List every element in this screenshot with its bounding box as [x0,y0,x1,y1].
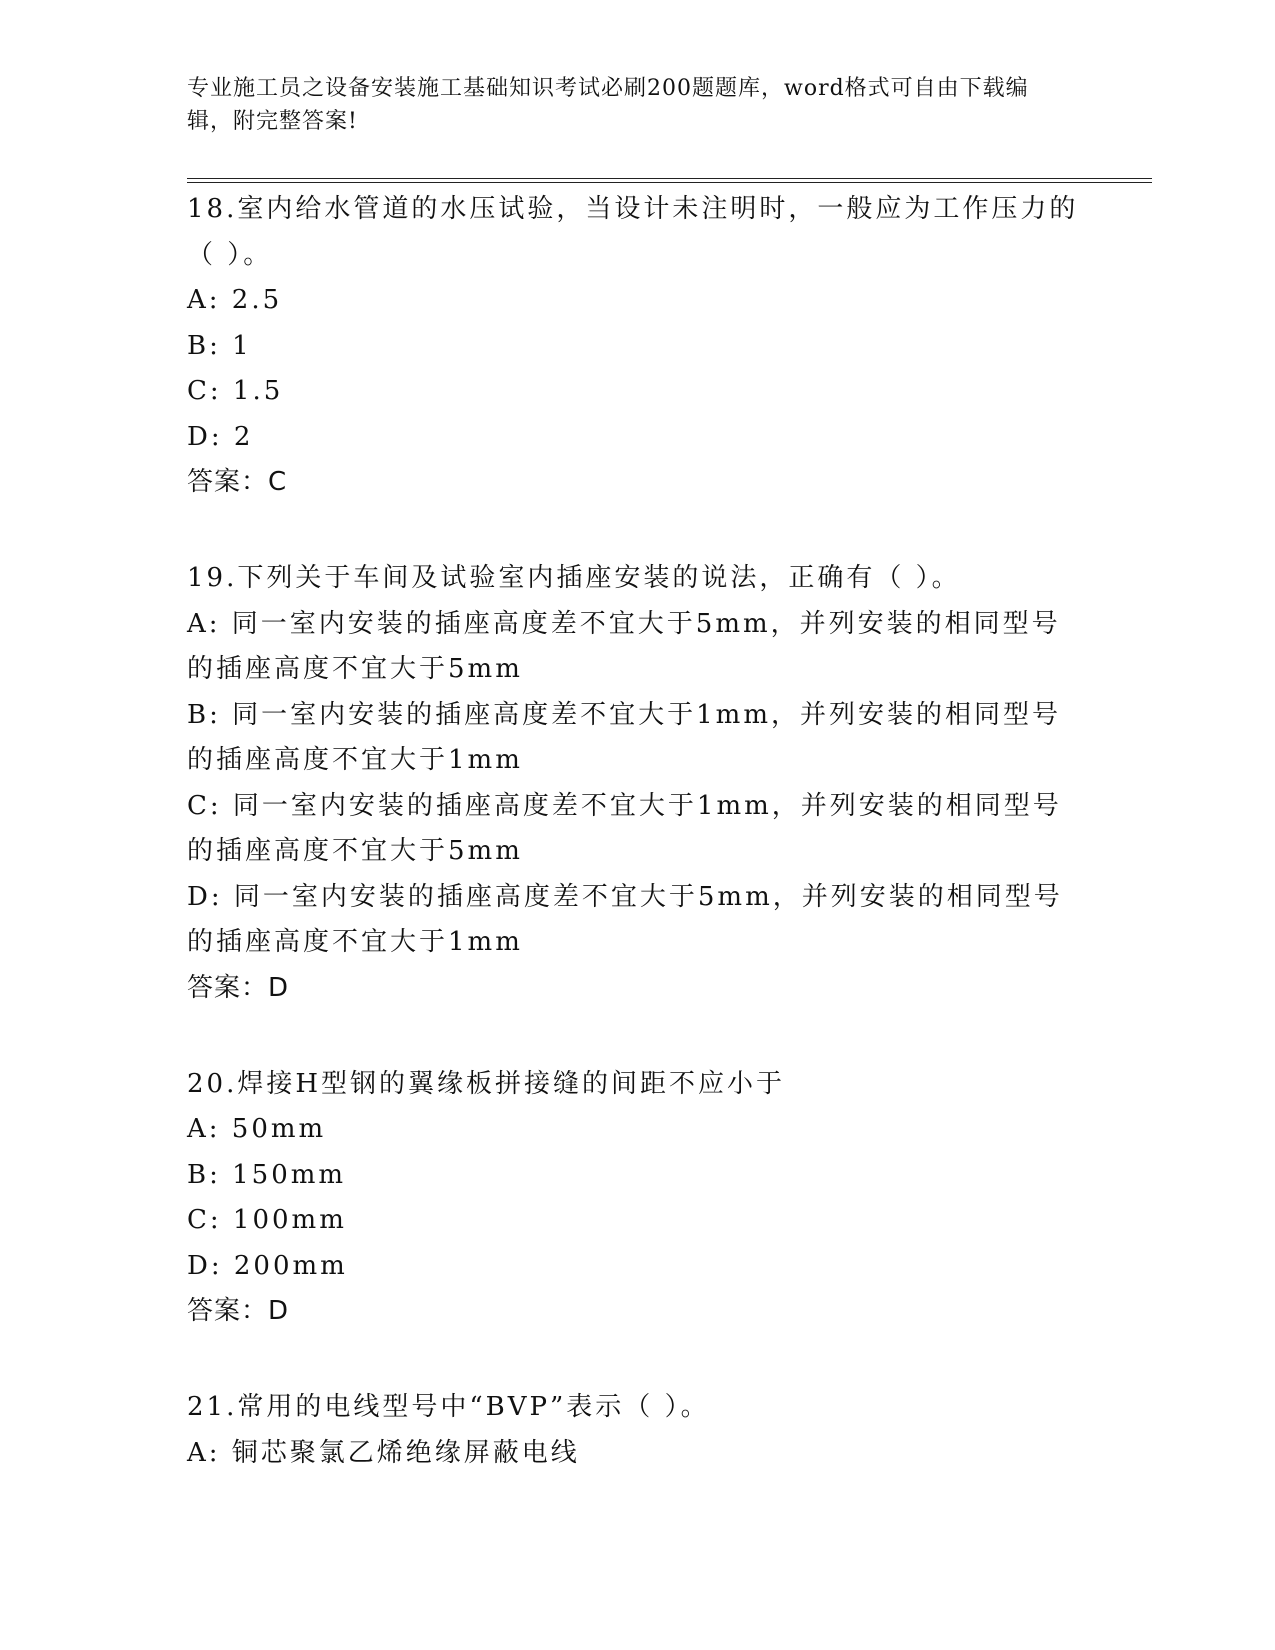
question-20 [187,1062,1087,1334]
option-c: C: 1.5 [187,376,284,406]
option-a: A: 同一室内安装的插座高度差不宜大于5mm，并列安装的相同型号的插座高度不宜大于5mm [187,608,1061,684]
question-list [187,187,1087,1528]
question-text: 21.常用的电线型号中“BVP”表示（ ）。 [187,1392,710,1422]
option-c: C: 100mm [187,1205,347,1235]
option-a: A: 50mm [187,1114,327,1144]
question-text: 19.下列关于车间及试验室内插座安装的说法，正确有（ ）。 [187,563,961,593]
option-c: C: 同一室内安装的插座高度差不宜大于1mm，并列安装的相同型号的插座高度不宜大于5mm [187,790,1062,866]
option-d: D: 同一室内安装的插座高度差不宜大于5mm，并列安装的相同型号的插座高度不宜大于1mm [187,881,1063,957]
question-text: 20.焊接H型钢的翼缘板拼接缝的间距不应小于 [187,1068,786,1099]
option-a: A: 铜芯聚氯乙烯绝缘屏蔽电线 [187,1437,580,1468]
option-d: D: 200mm [187,1250,348,1281]
document-header: 专业施工员之设备安装施工基础知识考试必刷200题题库，word格式可自由下载编辑，附完整答案! [187,76,1029,134]
answer: 答案：D [187,1296,290,1326]
question-21 [187,1385,1087,1476]
answer: 答案：C [187,467,288,497]
option-b: B: 1 [187,330,252,361]
option-d: D: 2 [187,421,254,452]
option-b: B: 150mm [187,1159,347,1190]
option-a: A: 2.5 [187,285,283,315]
answer: 答案：D [187,972,290,1003]
header-divider [187,178,1152,183]
question-text: 18.室内给水管道的水压试验，当设计未注明时，一般应为工作压力的（ ）。 [187,194,1079,270]
question-19 [187,556,1087,1010]
question-18 [187,187,1087,504]
option-b: B: 同一室内安装的插座高度差不宜大于1mm，并列安装的相同型号的插座高度不宜大于1mm [187,699,1061,775]
